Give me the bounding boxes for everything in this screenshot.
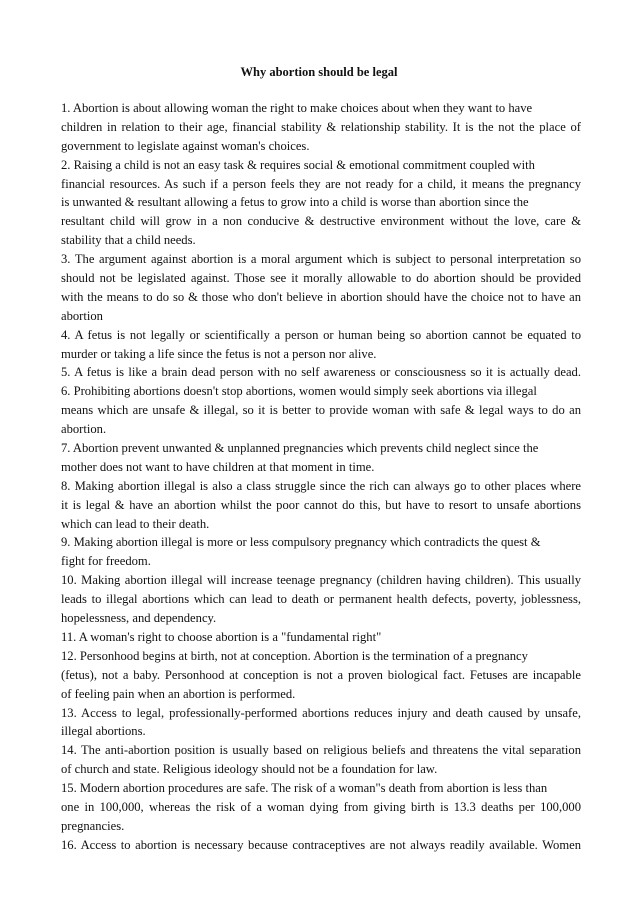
body-line: which can lead to their death.: [61, 516, 210, 531]
body-line: (fetus), not a baby. Personhood at conception is not a proven biological fact. Fetuses are incapable: [61, 667, 581, 682]
document-title: Why abortion should be legal: [240, 65, 398, 79]
body-line: 8. Making abortion illegal is also a class struggle since the rich can always go to other places where: [61, 478, 581, 493]
document-body: [61, 99, 581, 855]
body-line: it is legal & have an abortion whilst the poor cannot do this, but have to resort to unsafe abortions: [61, 497, 581, 512]
body-line: of feeling pain when an abortion is performed.: [61, 686, 296, 701]
body-line: stability that a child needs.: [61, 233, 196, 248]
body-line: hopelessness, and dependency.: [61, 611, 217, 626]
body-line: 16. Access to abortion is necessary because contraceptives are not always readily available. Women: [61, 837, 581, 852]
body-line: fight for freedom.: [61, 554, 151, 569]
body-line: with the means to do so & those who don't believe in abortion should have the choice not to have an: [61, 289, 581, 304]
body-line: leads to illegal abortions which can lead to death or permanent health defects, poverty, joblessness,: [61, 592, 581, 607]
body-line: pregnancies.: [61, 818, 125, 833]
body-line: murder or taking a life since the fetus is not a person nor alive.: [61, 346, 377, 361]
body-line: is unwanted & resultant allowing a fetus to grow into a child is worse than abortion since the: [61, 195, 529, 210]
body-line: 14. The anti-abortion position is usually based on religious beliefs and threatens the vital separation: [61, 743, 581, 758]
body-line: one in 100,000, whereas the risk of a woman dying from giving birth is 13.3 deaths per 100,000: [61, 799, 581, 814]
body-line: 1. Abortion is about allowing woman the right to make choices about when they want to have: [61, 101, 533, 115]
body-line: 4. A fetus is not legally or scientifically a person or human being so abortion cannot be equated to: [61, 327, 581, 342]
body-line: 10. Making abortion illegal will increase teenage pregnancy (children having children). This usually: [61, 573, 581, 588]
body-line: financial resources. As such if a person feels they are not ready for a child, it means the pregnancy: [61, 176, 581, 191]
body-line: 9. Making abortion illegal is more or less compulsory pregnancy which contradicts the quest &: [61, 535, 541, 550]
body-line: mother does not want to have children at that moment in time.: [61, 459, 375, 474]
body-line: 13. Access to legal, professionally-performed abortions reduces injury and death caused by unsafe,: [61, 705, 581, 720]
body-line: 3. The argument against abortion is a moral argument which is subject to personal interpretation so: [61, 252, 581, 267]
body-line: 6. Prohibiting abortions doesn't stop abortions, women would simply seek abortions via illegal: [61, 384, 537, 399]
body-line: 11. A woman's right to choose abortion is a "fundamental right": [61, 629, 382, 644]
body-line: resultant child will grow in a non conducive & destructive environment without the love, care &: [61, 214, 581, 229]
body-line: abortion: [61, 308, 103, 323]
body-line: abortion.: [61, 422, 107, 437]
body-line: 2. Raising a child is not an easy task & requires social & emotional commitment coupled with: [61, 157, 535, 172]
body-line: 7. Abortion prevent unwanted & unplanned pregnancies which prevents child neglect since the: [61, 441, 539, 456]
body-line: 5. A fetus is like a brain dead person with no self awareness or consciousness so it is actually dead.: [61, 365, 581, 380]
body-line: 12. Personhood begins at birth, not at conception. Abortion is the termination of a pregnancy: [61, 648, 528, 663]
body-line: should not be legislated against. Those see it morally allowable to do abortion should be provided: [61, 271, 581, 286]
body-line: government to legislate against woman's choices.: [61, 138, 310, 153]
body-line: 15. Modern abortion procedures are safe. The risk of a woman"s death from abortion is less than: [61, 781, 548, 796]
body-line: of church and state. Religious ideology should not be a foundation for law.: [61, 762, 438, 777]
body-line: children in relation to their age, financial stability & relationship stability. It is the not the place of: [61, 119, 581, 134]
body-line: means which are unsafe & illegal, so it is better to provide woman with safe & legal ways to do an: [61, 403, 581, 418]
body-line: illegal abortions.: [61, 724, 146, 739]
